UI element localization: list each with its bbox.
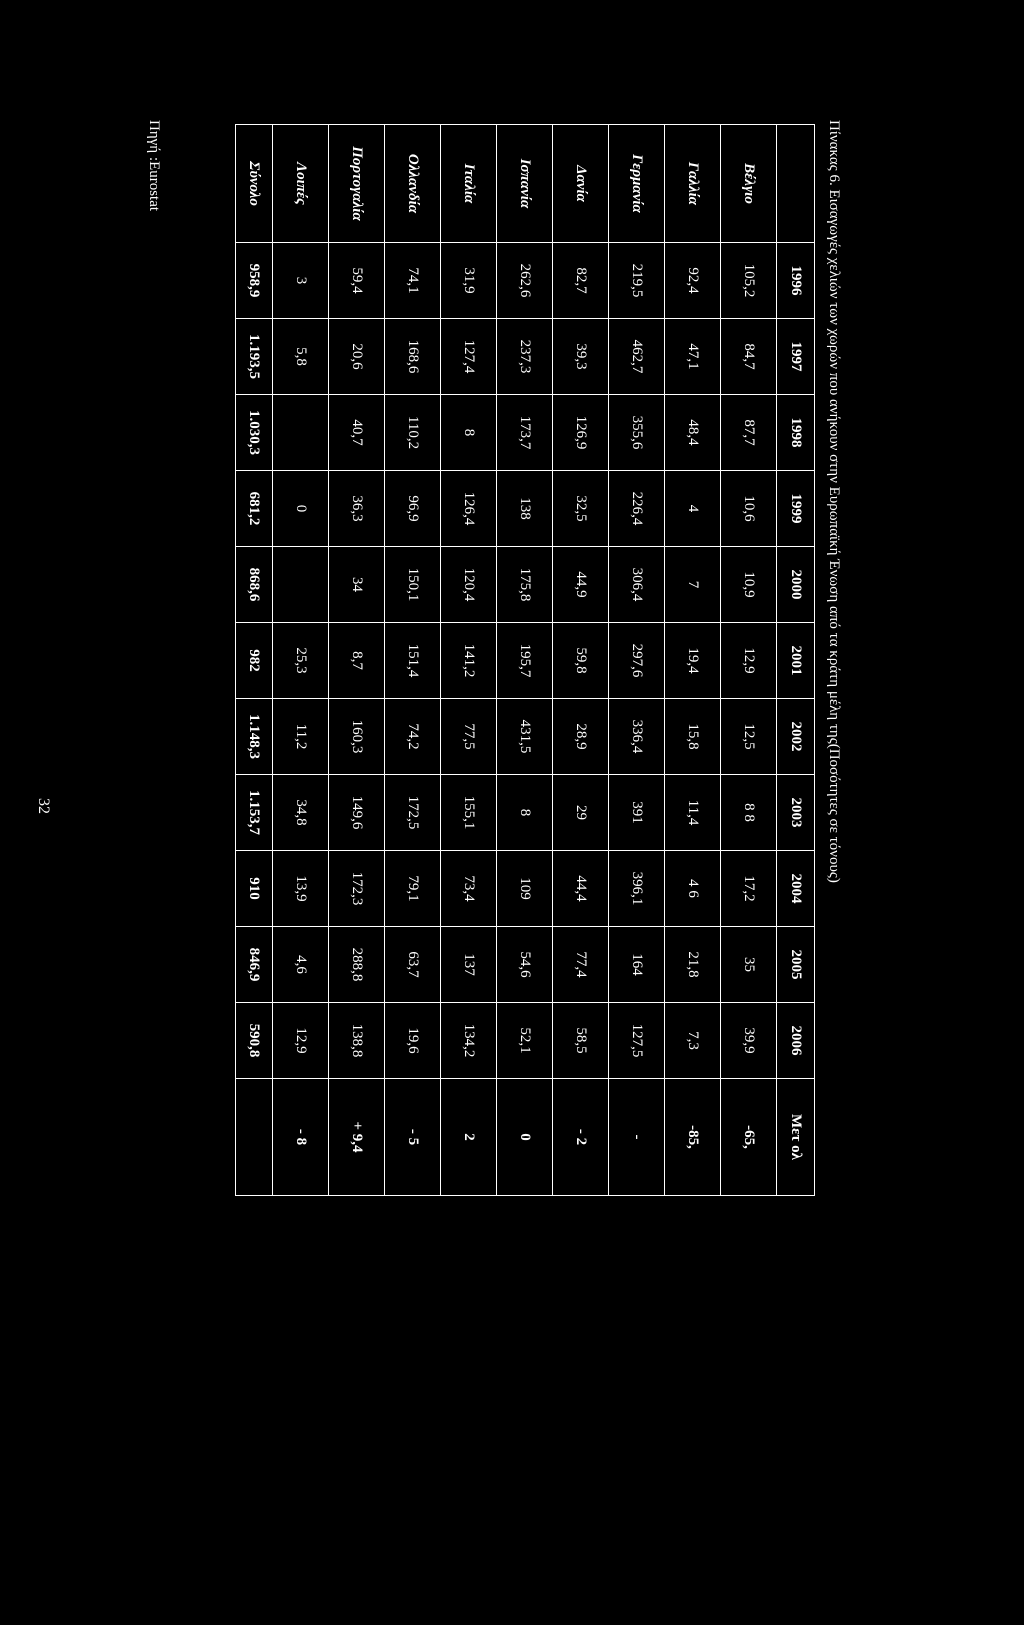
value-cell — [273, 547, 329, 623]
value-cell: 151,4 — [385, 623, 441, 699]
value-cell: 15,8 — [665, 699, 721, 775]
value-cell: 462,7 — [609, 319, 665, 395]
column-header: Μετ ολ — [777, 1079, 815, 1196]
value-cell: 52,1 — [497, 1003, 553, 1079]
value-cell: 306,4 — [609, 547, 665, 623]
table-row — [441, 125, 497, 1196]
value-cell: 138,8 — [329, 1003, 385, 1079]
value-cell: 160,3 — [329, 699, 385, 775]
value-cell: 1.193,5 — [236, 319, 273, 395]
value-cell: 20,6 — [329, 319, 385, 395]
value-cell: 137 — [441, 927, 497, 1003]
value-cell: 237,3 — [497, 319, 553, 395]
value-cell: 138 — [497, 471, 553, 547]
value-cell: 74,1 — [385, 243, 441, 319]
row-header: Βέλγιο — [721, 125, 777, 243]
column-header: 1997 — [777, 319, 815, 395]
row-header: Λοιπές — [273, 125, 329, 243]
value-cell: 109 — [497, 851, 553, 927]
value-cell: 0 — [273, 471, 329, 547]
value-cell: 175,8 — [497, 547, 553, 623]
value-cell: 44,9 — [553, 547, 609, 623]
change-cell: 2 — [441, 1079, 497, 1196]
value-cell: 4,6 — [273, 927, 329, 1003]
total-row — [236, 125, 273, 1196]
table-row — [721, 125, 777, 1196]
value-cell: 127,4 — [441, 319, 497, 395]
row-header: Σύνολο — [236, 125, 273, 243]
value-cell: 168,6 — [385, 319, 441, 395]
table-row — [273, 125, 329, 1196]
value-cell: 681,2 — [236, 471, 273, 547]
value-cell: 25,3 — [273, 623, 329, 699]
value-cell: 79,1 — [385, 851, 441, 927]
column-header: 2003 — [777, 775, 815, 851]
value-cell: 39,9 — [721, 1003, 777, 1079]
value-cell: 1.148,3 — [236, 699, 273, 775]
value-cell: 110,2 — [385, 395, 441, 471]
value-cell: 8 — [497, 775, 553, 851]
value-cell: 590,8 — [236, 1003, 273, 1079]
value-cell: 105,2 — [721, 243, 777, 319]
value-cell: 219,5 — [609, 243, 665, 319]
value-cell: 7 — [665, 547, 721, 623]
change-cell: - 8 — [273, 1079, 329, 1196]
column-header: 1998 — [777, 395, 815, 471]
value-cell: 391 — [609, 775, 665, 851]
value-cell — [273, 395, 329, 471]
value-cell: 155,1 — [441, 775, 497, 851]
value-cell: 40,7 — [329, 395, 385, 471]
value-cell: 141,2 — [441, 623, 497, 699]
column-header: 1996 — [777, 243, 815, 319]
value-cell: 35 — [721, 927, 777, 1003]
value-cell: 149,6 — [329, 775, 385, 851]
value-cell: 58,5 — [553, 1003, 609, 1079]
table-row — [329, 125, 385, 1196]
column-header: 2005 — [777, 927, 815, 1003]
change-cell: 0 — [497, 1079, 553, 1196]
eel-imports-table — [235, 124, 815, 1196]
value-cell: 120,4 — [441, 547, 497, 623]
source-note: Πηγή :Eurostat — [146, 120, 162, 212]
value-cell: 164 — [609, 927, 665, 1003]
table-row — [665, 125, 721, 1196]
column-header: 2002 — [777, 699, 815, 775]
value-cell: 12,5 — [721, 699, 777, 775]
value-cell: 7,3 — [665, 1003, 721, 1079]
value-cell: 19,6 — [385, 1003, 441, 1079]
row-header: Γαλλία — [665, 125, 721, 243]
value-cell: 19,4 — [665, 623, 721, 699]
value-cell: 1.153,7 — [236, 775, 273, 851]
column-header: 2001 — [777, 623, 815, 699]
value-cell: 10,6 — [721, 471, 777, 547]
value-cell: 84,7 — [721, 319, 777, 395]
value-cell: 4 — [665, 471, 721, 547]
value-cell: 21,8 — [665, 927, 721, 1003]
table-row — [553, 125, 609, 1196]
value-cell: 12,9 — [721, 623, 777, 699]
value-cell: 172,5 — [385, 775, 441, 851]
value-cell: 226,4 — [609, 471, 665, 547]
value-cell: 28,9 — [553, 699, 609, 775]
table-row — [609, 125, 665, 1196]
value-cell: 77,4 — [553, 927, 609, 1003]
value-cell: 82,7 — [553, 243, 609, 319]
page-number: 32 — [35, 798, 52, 814]
value-cell: 48,4 — [665, 395, 721, 471]
value-cell: 355,6 — [609, 395, 665, 471]
value-cell: 126,9 — [553, 395, 609, 471]
column-header: 2004 — [777, 851, 815, 927]
column-header: 2000 — [777, 547, 815, 623]
change-cell: -85, — [665, 1079, 721, 1196]
value-cell: 3 — [273, 243, 329, 319]
corner-cell — [777, 125, 815, 243]
row-header: Ολλανδία — [385, 125, 441, 243]
row-header: Ιταλία — [441, 125, 497, 243]
value-cell: 262,6 — [497, 243, 553, 319]
value-cell: 126,4 — [441, 471, 497, 547]
value-cell: 4 6 — [665, 851, 721, 927]
value-cell: 29 — [553, 775, 609, 851]
value-cell: 846,9 — [236, 927, 273, 1003]
value-cell: 10,9 — [721, 547, 777, 623]
change-cell: - 2 — [553, 1079, 609, 1196]
value-cell: 17,2 — [721, 851, 777, 927]
value-cell: 868,6 — [236, 547, 273, 623]
value-cell: 134,2 — [441, 1003, 497, 1079]
value-cell: 431,5 — [497, 699, 553, 775]
change-cell: -65, — [721, 1079, 777, 1196]
table-caption: Πίνακας 6. Εισαγωγές χελιών των χωρών που ανήκουν στην Ευρωπαϊκή Ένωση από τα κράτη μέλη της(Ποσότητες σε τόνους) — [826, 120, 842, 883]
value-cell: 39,3 — [553, 319, 609, 395]
row-header: Πορτογαλία — [329, 125, 385, 243]
value-cell: 77,5 — [441, 699, 497, 775]
column-header: 1999 — [777, 471, 815, 547]
value-cell: 74,2 — [385, 699, 441, 775]
value-cell: 958,9 — [236, 243, 273, 319]
value-cell: 96,9 — [385, 471, 441, 547]
change-cell: - — [609, 1079, 665, 1196]
value-cell: 910 — [236, 851, 273, 927]
value-cell: 297,6 — [609, 623, 665, 699]
row-header: Γερμανία — [609, 125, 665, 243]
value-cell: 288,8 — [329, 927, 385, 1003]
value-cell: 11,4 — [665, 775, 721, 851]
value-cell: 36,3 — [329, 471, 385, 547]
row-header: Ισπανία — [497, 125, 553, 243]
value-cell: 34 — [329, 547, 385, 623]
value-cell: 87,7 — [721, 395, 777, 471]
value-cell: 47,1 — [665, 319, 721, 395]
change-cell: + 9,4 — [329, 1079, 385, 1196]
value-cell: 8 8 — [721, 775, 777, 851]
value-cell: 59,8 — [553, 623, 609, 699]
value-cell: 32,5 — [553, 471, 609, 547]
value-cell: 127,5 — [609, 1003, 665, 1079]
row-header: Δανία — [553, 125, 609, 243]
value-cell: 150,1 — [385, 547, 441, 623]
value-cell: 172,3 — [329, 851, 385, 927]
value-cell: 92,4 — [665, 243, 721, 319]
value-cell: 195,7 — [497, 623, 553, 699]
value-cell: 13,9 — [273, 851, 329, 927]
value-cell: 8,7 — [329, 623, 385, 699]
value-cell: 54,6 — [497, 927, 553, 1003]
value-cell: 982 — [236, 623, 273, 699]
change-cell — [236, 1079, 273, 1196]
value-cell: 12,9 — [273, 1003, 329, 1079]
value-cell: 44,4 — [553, 851, 609, 927]
value-cell: 63,7 — [385, 927, 441, 1003]
table-row — [497, 125, 553, 1196]
value-cell: 73,4 — [441, 851, 497, 927]
table-row — [385, 125, 441, 1196]
value-cell: 59,4 — [329, 243, 385, 319]
header-row — [777, 125, 815, 1196]
value-cell: 8 — [441, 395, 497, 471]
value-cell: 11,2 — [273, 699, 329, 775]
value-cell: 5,8 — [273, 319, 329, 395]
change-cell: - 5 — [385, 1079, 441, 1196]
value-cell: 336,4 — [609, 699, 665, 775]
value-cell: 1.030,3 — [236, 395, 273, 471]
value-cell: 173,7 — [497, 395, 553, 471]
value-cell: 31,9 — [441, 243, 497, 319]
value-cell: 34,8 — [273, 775, 329, 851]
value-cell: 396,1 — [609, 851, 665, 927]
column-header: 2006 — [777, 1003, 815, 1079]
